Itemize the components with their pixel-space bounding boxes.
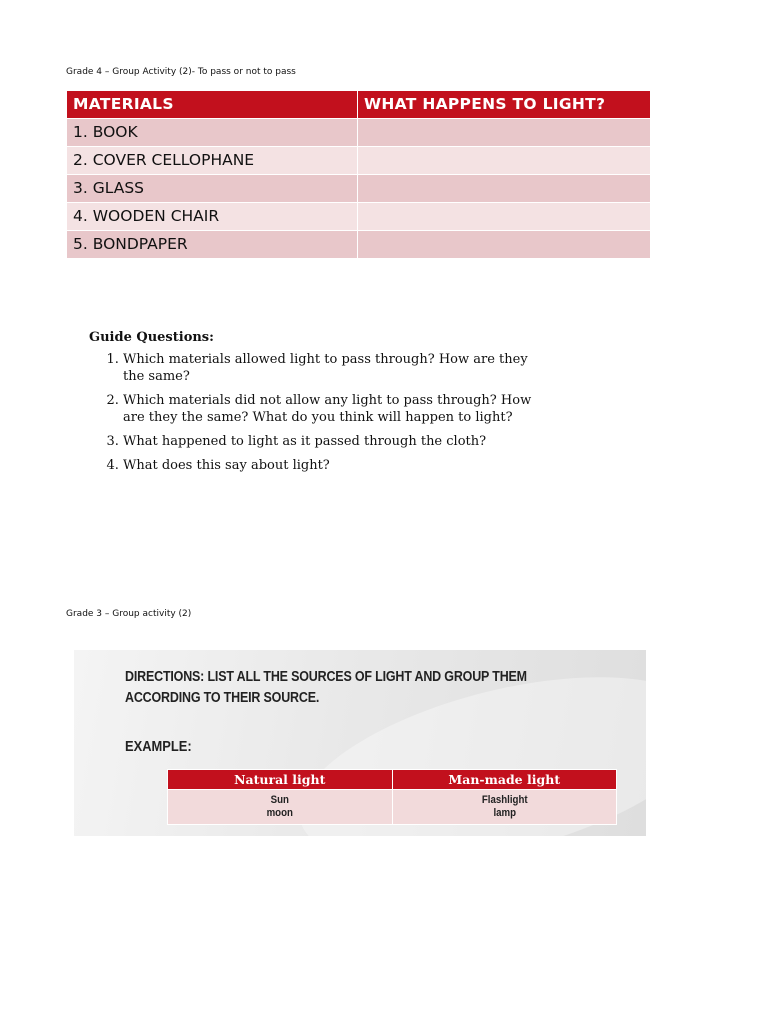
result-cell — [358, 231, 651, 259]
header-natural-light: Natural light — [168, 770, 393, 790]
table-row — [168, 790, 617, 825]
light-sources-table — [167, 769, 617, 825]
material-cell: 2. COVER CELLOPHANE — [67, 147, 358, 175]
material-cell: 3. GLASS — [67, 175, 358, 203]
header-materials: MATERIALS — [67, 91, 358, 119]
result-cell — [358, 175, 651, 203]
list-item: Flashlight — [481, 794, 528, 806]
table-row — [67, 203, 651, 231]
result-cell — [358, 203, 651, 231]
grade3-caption: Grade 3 – Group activity (2) — [66, 609, 192, 619]
table-row — [67, 175, 651, 203]
man-made-light-cell — [392, 790, 617, 825]
materials-table — [66, 90, 651, 259]
guide-question-list — [89, 351, 539, 474]
table-row — [67, 231, 651, 259]
guide-question: 2. Which materials did not allow any light to pass through? How are they the same? What do you think will happen to light? — [123, 392, 539, 426]
list-item: Sun — [270, 794, 289, 806]
material-cell: 1. BOOK — [67, 119, 358, 147]
header-what-happens: WHAT HAPPENS TO LIGHT? — [358, 91, 651, 119]
material-cell: 5. BONDPAPER — [67, 231, 358, 259]
guide-question: 4. What does this say about light? — [123, 457, 539, 474]
result-cell — [358, 147, 651, 175]
table-header-row — [168, 770, 617, 790]
list-item: moon — [266, 807, 293, 819]
guide-question: 1. Which materials allowed light to pass through? How are they the same? — [123, 351, 539, 385]
table-header-row — [67, 91, 651, 119]
list-item: lamp — [492, 807, 516, 819]
guide-title: Guide Questions: — [89, 330, 214, 345]
material-cell: 4. WOODEN CHAIR — [67, 203, 358, 231]
result-cell — [358, 119, 651, 147]
natural-light-cell — [168, 790, 393, 825]
guide-question: 3. What happened to light as it passed through the cloth? — [123, 433, 539, 450]
grade4-caption: Grade 4 – Group Activity (2)- To pass or not to pass — [66, 67, 296, 77]
table-row — [67, 147, 651, 175]
directions-slide — [74, 650, 646, 836]
table-row — [67, 119, 651, 147]
slide-example-label: EXAMPLE: — [125, 738, 192, 755]
slide-directions: DIRECTIONS: LIST ALL THE SOURCES OF LIGHT AND GROUP THEM ACCORDING TO THEIR SOURCE. — [125, 669, 527, 706]
guide-questions — [89, 330, 539, 481]
header-man-made-light: Man-made light — [392, 770, 617, 790]
